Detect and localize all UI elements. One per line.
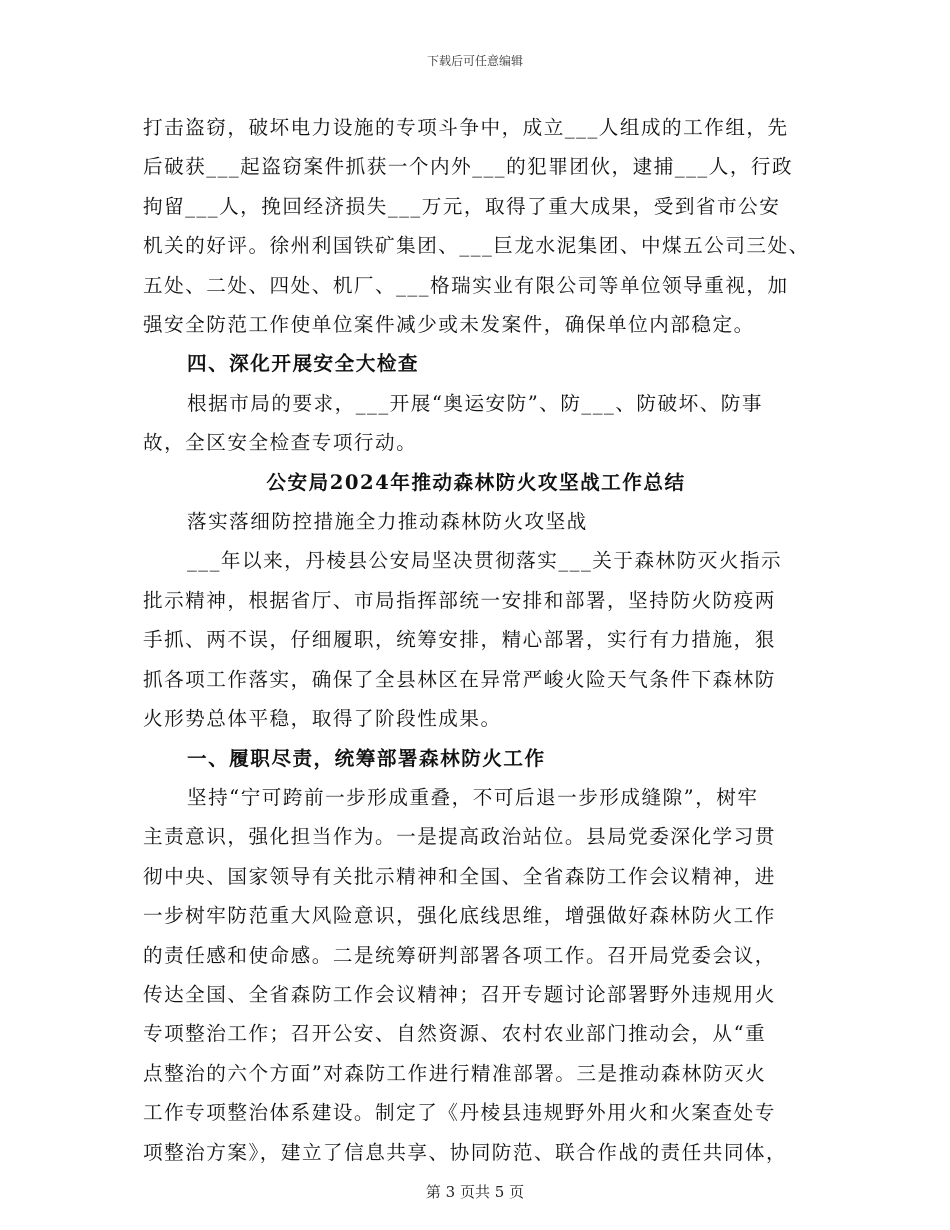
text-line: 项整治方案》，建立了信息共享、协同防范、联合作战的责任共同体， <box>143 1140 788 1164</box>
page-footer: 第 3 页共 5 页 <box>425 1183 525 1201</box>
text-line: 坚持“宁可跨前一步形成重叠，不可后退一步形成缝隙”，树牢 <box>187 785 759 809</box>
text-line: 机关的好评。徐州利国铁矿集团、___巨龙水泥集团、中煤五公司三处、 <box>143 234 810 258</box>
text-line: 五处、二处、四处、机厂、___格瑞实业有限公司等单位领导重视，加 <box>143 273 789 297</box>
text-line: 的责任感和使命感。二是统筹研判部署各项工作。召开局党委会议， <box>143 943 776 967</box>
text-line: 传达全国、全省森防工作会议精神；召开专题讨论部署野外违规用火 <box>143 982 776 1006</box>
section-heading: 公安局2024年推动森林防火攻坚战工作总结 <box>266 470 686 494</box>
text-line: 主责意识，强化担当作为。一是提高政治站位。县局党委深化学习贯 <box>143 825 776 849</box>
text-line: 打击盗窃，破坏电力设施的专项斗争中，成立___人组成的工作组，先 <box>143 116 789 139</box>
text-line: 一步树牢防范重大风险意识，强化底线思维，增强做好森林防火工作 <box>143 904 776 928</box>
text-line: 工作专项整治体系建设。制定了《丹棱县违规野外用火和火案查处专 <box>143 1101 776 1125</box>
text-line: 手抓、两不误，仔细履职，统筹安排，精心部署，实行有力措施，狠 <box>143 628 776 652</box>
text-line: 抓各项工作落实，确保了全县林区在异常严峻火险天气条件下森林防 <box>143 667 776 691</box>
text-line: 专项整治工作；召开公安、自然资源、农村农业部门推动会，从“重 <box>143 1022 767 1046</box>
text-line: 后破获___起盗窃案件抓获一个内外___的犯罪团伙，逮捕___人，行政 <box>143 155 794 179</box>
section-heading: 一、履职尽责，统筹部署森林防火工作 <box>187 746 546 770</box>
text-line: 落实落细防控措施全力推动森林防火攻坚战 <box>187 510 588 534</box>
text-line: 故，全区安全检查专项行动。 <box>143 431 418 455</box>
text-line: 彻中央、国家领导有关批示精神和全国、全省森防工作会议精神，进 <box>143 864 776 888</box>
document-body <box>143 108 809 1172</box>
text-line: ___年以来，丹棱县公安局坚决贯彻落实___关于森林防灭火指示 <box>187 549 783 573</box>
text-line: 强安全防范工作使单位案件减少或未发案件，确保单位内部稳定。 <box>143 313 755 337</box>
text-line: 根据市局的要求，___开展“奥运安防”、防___、防破坏、防事 <box>187 391 763 415</box>
section-heading: 四、深化开展安全大检查 <box>187 352 420 376</box>
text-line: 拘留___人，挽回经济损失___万元，取得了重大成果，受到省市公安 <box>143 194 781 218</box>
text-line: 点整治的六个方面”对森防工作进行精准部署。三是推动森林防灭火 <box>143 1061 767 1085</box>
text-line: 批示精神，根据省厅、市局指挥部统一安排和部署，坚持防火防疫两 <box>143 588 776 612</box>
page-header: 下载后可任意编辑 <box>426 54 523 68</box>
text-line: 火形势总体平稳，取得了阶段性成果。 <box>143 707 502 731</box>
